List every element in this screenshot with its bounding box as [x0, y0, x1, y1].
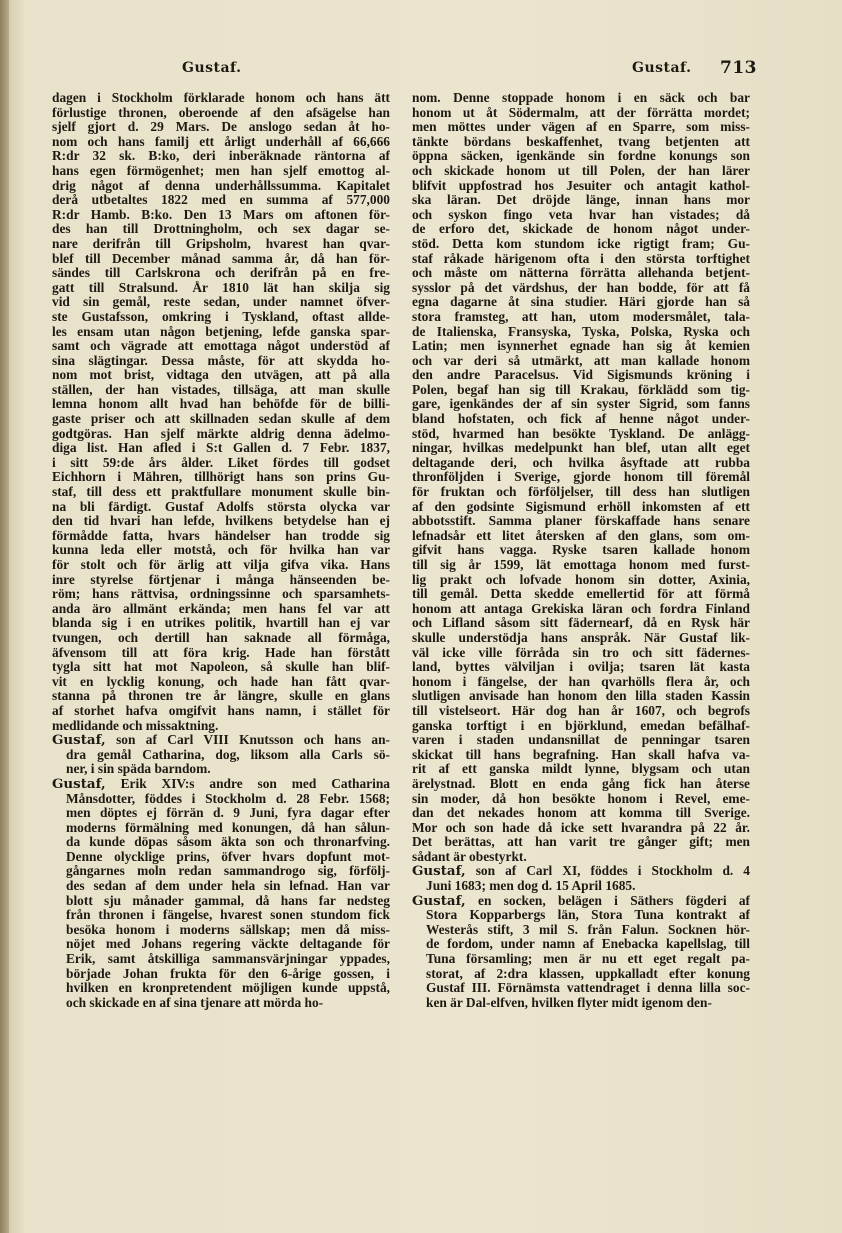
text-line: derå utbetaltes 1822 med en summa af 577,000	[52, 193, 390, 208]
text-line: na bli färdigt. Gustaf Adolfs största olycka var	[52, 499, 390, 514]
text-line: Polen, begaf han sig till Krakau, förklädd som tig-	[412, 382, 750, 397]
text-line: och Lifland såsom sitt fädernearf, då en Rysk här	[412, 616, 750, 631]
text-line: nom mot brist, vidtaga den utvägen, att på alla	[52, 368, 390, 383]
entry-first-line	[52, 777, 390, 792]
entry-line: des sedan af dem under hela sin lefnad. Han var	[66, 879, 390, 894]
entry-line: Erik, samt åtskilliga sammansvärjningar yppades,	[66, 952, 390, 967]
entry-first-line	[412, 864, 750, 879]
text-line: och skickade honom ut till Polen, der han lärer	[412, 163, 750, 178]
text-line: och måste om nätterna förrätta allehanda betjent-	[412, 266, 750, 281]
text-line: deltagande deri, och hvilka åsyftade att rubba	[412, 455, 750, 470]
text-line: ska läran. Det dröjde länge, innan hans mor	[412, 193, 750, 208]
text-line: medlidande och missaktning.	[52, 718, 219, 733]
text-line: lemna honom allt hvad han behöfde för de billi-	[52, 397, 390, 412]
entry-headword: Gustaf,	[412, 864, 466, 880]
text-line: R:dr 32 sk. B:ko, deri inberäknade räntorna af	[52, 149, 390, 164]
text-line: tvungen, och dertill han saknade all förmåga,	[52, 630, 390, 645]
text-line: äfvensom till att föra krig. Hade han förstått	[52, 645, 390, 660]
text-line: nom och hans familj ett årligt underhåll af 66,666	[52, 134, 390, 149]
text-line: des han till Drottningholm, och sex dagar se-	[52, 222, 390, 237]
text-line: gaste priser och att skillnaden sedan skulle af dem	[52, 412, 390, 427]
entry-line: och skickade en af sina tjenare att mörda ho-	[66, 995, 324, 1010]
text-line: förmådde fatta, hvars händelser han trodde sig	[52, 528, 390, 543]
text-line: ställen, der han vistades, tillsäga, att man skulle	[52, 382, 390, 397]
text-line: honom att antaga Grekiska läran och fordra Finland	[412, 601, 750, 616]
text-line: anda äro allmänt erkända; men hans fel var att	[52, 601, 390, 616]
entry-line: blott sju månader gammal, då hans far nedsteg	[66, 893, 390, 908]
text-line: förlustige thronen, oberoende af den afsägelse han	[52, 105, 390, 120]
text-line: tygla sitt hat mot Napoleon, så skulle han blif-	[52, 660, 390, 675]
text-line: sin moder, då hon besökte honom i Revel, eme-	[412, 791, 750, 806]
text-line: den andre Paracelsus. Vid Sigismunds kröning i	[412, 368, 750, 383]
entry-headword: Gustaf,	[52, 733, 106, 748]
text-line: och var deri så utmärkt, att man kallade honom	[412, 353, 750, 368]
text-line: dagen i Stockholm förklarade honom och hans ätt	[52, 91, 390, 105]
text-line: af den godsinte Sigismund erhöll inkomsten af ett	[412, 499, 750, 514]
text-line: vit en lycklig konung, och hade han fått qvar-	[52, 674, 390, 689]
entry-line: ken är Dal-elfven, hvilken flyter midt igenom den-	[426, 995, 712, 1010]
text-line: staf, till dess ett praktfullare monument skulle bin-	[52, 485, 390, 500]
entry-line: ner, i sin späda barndom.	[66, 762, 211, 777]
entry-line: nöjet med Johans regering väckte deltagande för	[66, 937, 390, 952]
text-line: bland hofstaten, och fick af henne något under-	[412, 412, 750, 427]
text-line: ärelystnad. Blott en enda gång fick han återse	[412, 776, 750, 791]
text-column-right	[412, 91, 750, 1010]
entry-line: Juni 1683; men dog d. 15 April 1685.	[426, 879, 636, 894]
text-line: godtgöras. Han sjelf märkte aldrig denna ädelmo-	[52, 426, 390, 441]
text-line: Eichhorn i Mähren, tillhörigt hans son prins Gu-	[52, 470, 390, 485]
entry-first-line	[52, 733, 390, 748]
text-line: ningar, hvilkas medelpunkt han blef, utan allt eget	[412, 441, 750, 456]
text-line: röm; hans rättvisa, ordningssinne och sparsamhets-	[52, 587, 390, 602]
text-line: lig prakt och lofvade honom sin dotter, Axinia,	[412, 572, 750, 587]
entry-text: Erik XIV:s andre son med Catharina	[120, 776, 390, 791]
text-line: och syskon fingo veta hvar han vistades; då	[412, 207, 750, 222]
text-line: Mor och son hade då icke sett hvarandra på 22 år.	[412, 820, 750, 835]
entry-line: Tuna församling; men är nu ett eget regalt pa-	[426, 952, 750, 967]
text-line: af storhet hafva omgifvit hans namn, i stället för	[52, 703, 390, 718]
text-line: honom ut åt Södermalm, att der förrätta mordet;	[412, 105, 750, 120]
text-column-left	[52, 91, 390, 1010]
text-line: vid sin gemål, reste sedan, under namnet öfver-	[52, 295, 390, 310]
text-line: land, byttes välviljan i ovilja; tsaren lät kasta	[412, 660, 750, 675]
entry-line: hvilken en kronpretendent möjligen kunde uppstå,	[66, 981, 390, 996]
entry-text: en socken, belägen i Säthers fögderi af	[478, 893, 750, 908]
entry-line: Denne olycklige prins, öfver hvars dopfunt mot-	[66, 849, 390, 864]
entry-text: son af Carl XI, föddes i Stockholm d. 4	[475, 864, 750, 879]
text-line: ganska torftigt i en björklund, emedan befälhaf-	[412, 718, 750, 733]
text-line: sådant är obestyrkt.	[412, 849, 527, 864]
entry-headword: Gustaf,	[412, 893, 466, 909]
text-line: lefnadsår ett litet återsken af den glans, som om-	[412, 528, 750, 543]
text-line: till gemål. Detta skedde emellertid för att förmå	[412, 587, 750, 602]
entry-line: Månsdotter, föddes i Stockholm d. 28 Febr. 1568;	[66, 791, 390, 806]
page-number: 713	[720, 58, 757, 78]
text-line: blanda sig i en utrikes politik, hvartill han ej var	[52, 616, 390, 631]
entry-line: storat, af 2:dra klassen, uppkalladt efter konung	[426, 966, 750, 981]
text-line: stora framsteg, att han, utom modersmålet, tala-	[412, 309, 750, 324]
text-line: till sig år 1599, lät emottaga honom med furst-	[412, 558, 750, 572]
text-line: de Italienska, Fransyska, Tyska, Polska, Ryska och	[412, 324, 750, 339]
entry-line: da kunde döpas såsom äkta son och thronarfving.	[66, 835, 390, 850]
text-line: för stolt och för ärlig att vilja gifva vika. Hans	[52, 558, 390, 572]
text-line: gifvit hans vagga. Ryske tsaren kallade honom	[412, 543, 750, 558]
entry-headword: Gustaf,	[52, 776, 106, 792]
entry-line: moderns förmälning med konungen, då han sålun-	[66, 820, 390, 835]
text-line: R:dr Hamb. B:ko. Den 13 Mars om aftonen för-	[52, 207, 390, 222]
text-line: blifvit uppfostrad hos Jesuiter och antagit kathol-	[412, 178, 750, 193]
entry-line: men döptes ej förrän d. 9 Juni, fyra dagar efter	[66, 806, 390, 821]
text-line: rit af ett ganska mildt lynne, blygsam och utan	[412, 762, 750, 777]
entry-line: de fordom, under namn af Enebacka kapellslag, till	[426, 937, 750, 952]
text-line: sina slägtingar. Dessa måste, för att skydda ho-	[52, 353, 390, 368]
text-line: Det berättas, att han varit tre gånger gift; men	[412, 835, 750, 850]
entry-line: från thronen i fängelse, hvarest sonen stundom fick	[66, 908, 390, 923]
text-line: Latin; men isynnerhet egnade han sig åt kemien	[412, 339, 750, 354]
text-line: blef till December månad samma år, då han för-	[52, 251, 390, 266]
text-line: hans egen förmögenhet; men han sjelf emottog al-	[52, 163, 390, 178]
text-line: varen i staden undansnillat de penningar tsaren	[412, 733, 750, 748]
text-line: stöd. Detta kom stundom icke rigtigt fram; Gu-	[412, 236, 750, 251]
text-line: men möttes under vägen af en Sparre, som miss-	[412, 120, 750, 135]
text-line: abbotsstift. Samma planer förskaffade hans senare	[412, 514, 750, 529]
text-line: gatt till Stralsund. År 1810 lät han skilja sig	[52, 280, 390, 295]
text-line: den tid hvari han lefde, hvilkens betydelse han ej	[52, 514, 390, 529]
running-head-left: Gustaf.	[182, 60, 242, 76]
running-head-right: Gustaf.	[632, 60, 692, 76]
text-line: väl icke ville förråda sin tro och sitt fädernes-	[412, 645, 750, 660]
text-line: ste Gustafsson, omkring i Tyskland, oftast allde-	[52, 309, 390, 324]
text-line: honom i fängelse, der han qvarhölls flera år, och	[412, 674, 750, 689]
text-line: sändes till Carlskrona och derifrån på en fre-	[52, 266, 390, 281]
text-line: för fruktan och förföljelser, till dess han slutligen	[412, 485, 750, 500]
entry-line: började Johan frukta för den 6-årige gossen, i	[66, 966, 390, 981]
text-line: stöd, hvarmed han besökte Tyskland. De anlägg-	[412, 426, 750, 441]
entry-line: Westerås stift, 3 mil S. från Falun. Socknen hör-	[426, 922, 750, 937]
text-line: stanna på thronen tre år längre, skulle en glans	[52, 689, 390, 704]
text-line: kunna leda eller motstå, och för hvilka han var	[52, 543, 390, 558]
entry-line: Gustaf III. Förnämsta vattendraget i denna lilla soc-	[426, 981, 750, 996]
text-line: skickat till hans begrafning. Han skall hafva va-	[412, 747, 750, 762]
text-line: i sitt 59:de års ålder. Liket fördes till godset	[52, 455, 390, 470]
entry-first-line	[412, 894, 750, 909]
text-line: diga list. Han afled i S:t Gallen d. 7 Febr. 1837,	[52, 441, 390, 456]
text-line: les ensam utan någon betjening, lefde ganska spar-	[52, 324, 390, 339]
text-line: nom. Denne stoppade honom i en säck och bar	[412, 91, 750, 105]
entry-line: dra gemål Catharina, dog, liksom alla Carls sö-	[66, 747, 390, 762]
text-line: till vistelseort. Här dog han år 1607, och begrofs	[412, 703, 750, 718]
text-line: tänkte bördans beskaffenhet, tvang betjenten att	[412, 134, 750, 149]
text-line: öppna säcken, igenkände sin fordne konungs son	[412, 149, 750, 164]
text-line: egna dagarne åt sina studier. Häri gjorde han så	[412, 295, 750, 310]
text-line: skulle understödja hans anspråk. När Gustaf lik-	[412, 630, 750, 645]
text-line: slutligen anvisade han honom den lilla staden Kassin	[412, 689, 750, 704]
text-line: dan det nekades honom att komma till Sverige.	[412, 806, 750, 821]
book-spine-edge	[0, 0, 9, 1233]
text-line: gare, igenkändes der af sin syster Sigrid, som fanns	[412, 397, 750, 412]
text-line: inre styrelse förtjenar i många hänseenden be-	[52, 572, 390, 587]
text-line: drig något af denna underhållssumma. Kapitalet	[52, 178, 390, 193]
text-line: sysslor på det värdshus, der han bodde, för att få	[412, 280, 750, 295]
text-line: thronföljden i Sverige, gjorde honom till föremål	[412, 470, 750, 485]
text-line: de erforo det, skickade de honom något under-	[412, 222, 750, 237]
entry-text: son af Carl VIII Knutsson och hans an-	[116, 733, 390, 748]
text-line: nare derifrån till Gripsholm, hvarest han qvar-	[52, 236, 390, 251]
text-line: staf råkade härigenom ofta i den största torftighet	[412, 251, 750, 266]
text-line: samt och vägrade att emottaga något understöd af	[52, 339, 390, 354]
entry-line: besöka honom i moderns sällskap; men då miss-	[66, 922, 390, 937]
entry-line: gångarnes moln redan sammandrogo sig, förfölj-	[66, 864, 390, 879]
text-line: sjelf gjort d. 29 Mars. De anslogo sedan åt ho-	[52, 120, 390, 135]
entry-line: Stora Kopparbergs län, Stora Tuna kontrakt af	[426, 908, 750, 923]
